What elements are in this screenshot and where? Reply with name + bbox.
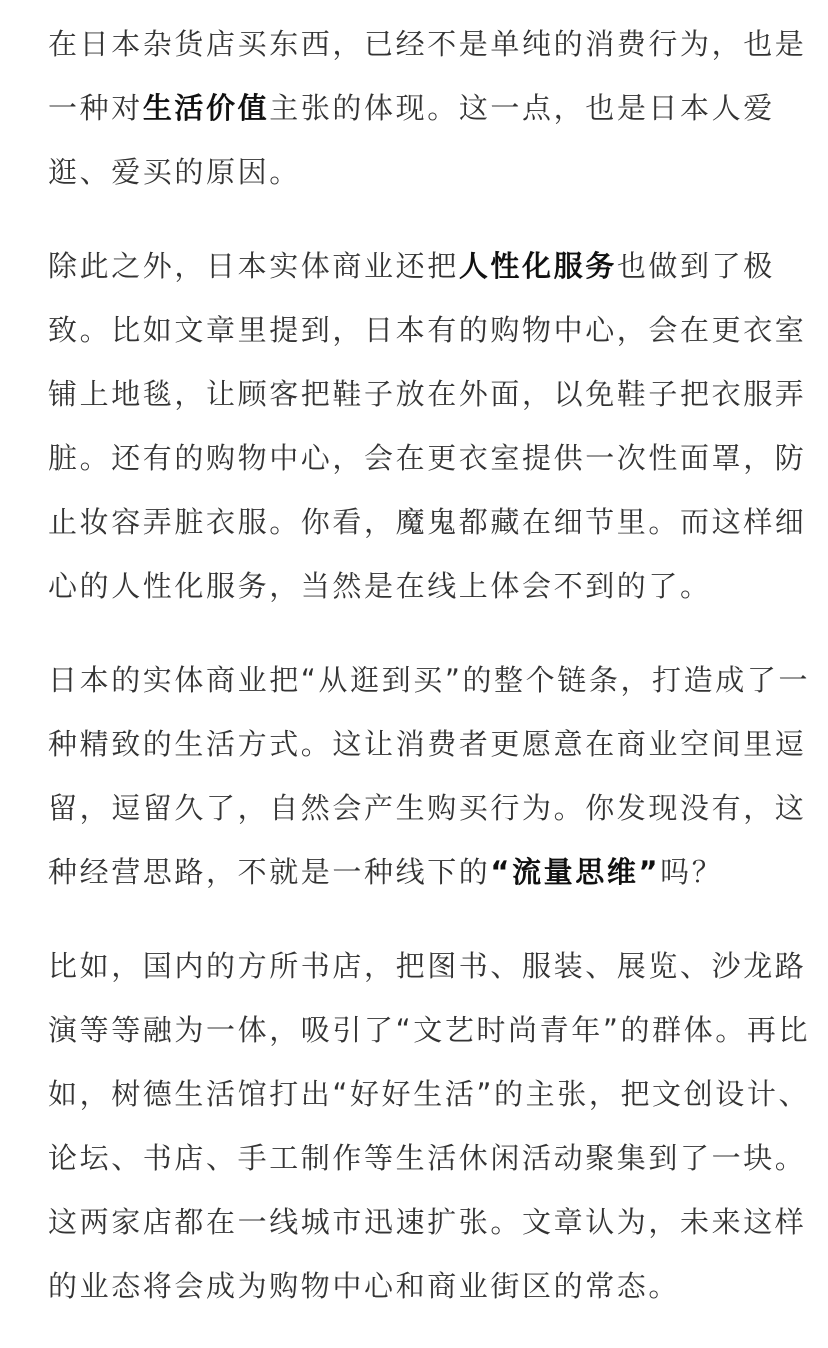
text-segment: 主张的体现。这一点，也是日本人爱 xyxy=(269,91,775,125)
text-line xyxy=(48,76,780,140)
text-line: 比如，国内的方所书店，把图书、服装、展览、沙龙路 xyxy=(48,949,807,983)
paragraph-4 xyxy=(48,934,811,1318)
text-line: 这两家店都在一线城市迅速扩张。文章认为，未来这样 xyxy=(48,1205,807,1239)
text-segment: 除此之外，日本实体商业还把 xyxy=(48,249,459,283)
article-body xyxy=(48,12,811,1348)
text-segment: 也做到了极 xyxy=(616,249,775,283)
text-line: 致。比如文章里提到，日本有的购物中心，会在更衣室 xyxy=(48,313,807,347)
text-line: 种精致的生活方式。这让消费者更愿意在商业空间里逗 xyxy=(48,727,807,761)
text-segment: 种经营思路，不就是一种线下的 xyxy=(48,855,491,889)
text-line: 止妆容弄脏衣服。你看，魔鬼都藏在细节里。而这样细 xyxy=(48,505,807,539)
text-line: 如，树德生活馆打出“好好生活”的主张，把文创设计、 xyxy=(48,1077,811,1111)
text-segment: 吗？ xyxy=(660,855,724,889)
bold-highlight: “流量思维” xyxy=(490,855,661,889)
text-segment: 一种对 xyxy=(48,91,143,125)
bold-highlight: 人性化服务 xyxy=(458,249,617,283)
text-line: 留，逗留久了，自然会产生购买行为。你发现没有，这 xyxy=(48,791,807,825)
text-line xyxy=(48,234,780,298)
text-line: 论坛、书店、手工制作等生活休闲活动聚集到了一块。 xyxy=(48,1141,807,1175)
text-line: 铺上地毯，让顾客把鞋子放在外面，以免鞋子把衣服弄 xyxy=(48,377,807,411)
text-line: 日本的实体商业把“从逛到买”的整个链条，打造成了一 xyxy=(48,663,811,697)
text-line: 的业态将会成为购物中心和商业街区的常态。 xyxy=(48,1269,681,1303)
text-line: 在日本杂货店买东西，已经不是单纯的消费行为，也是 xyxy=(48,27,807,61)
text-line: 脏。还有的购物中心，会在更衣室提供一次性面罩，防 xyxy=(48,441,807,475)
text-line xyxy=(48,840,780,904)
text-line: 心的人性化服务，当然是在线上体会不到的了。 xyxy=(48,569,712,603)
paragraph-1 xyxy=(48,12,807,204)
bold-highlight: 生活价值 xyxy=(142,91,270,125)
paragraph-2 xyxy=(48,234,807,618)
text-line: 演等等融为一体，吸引了“文艺时尚青年”的群体。再比 xyxy=(48,1013,811,1047)
paragraph-3 xyxy=(48,648,811,904)
text-line: 逛、爱买的原因。 xyxy=(48,155,301,189)
